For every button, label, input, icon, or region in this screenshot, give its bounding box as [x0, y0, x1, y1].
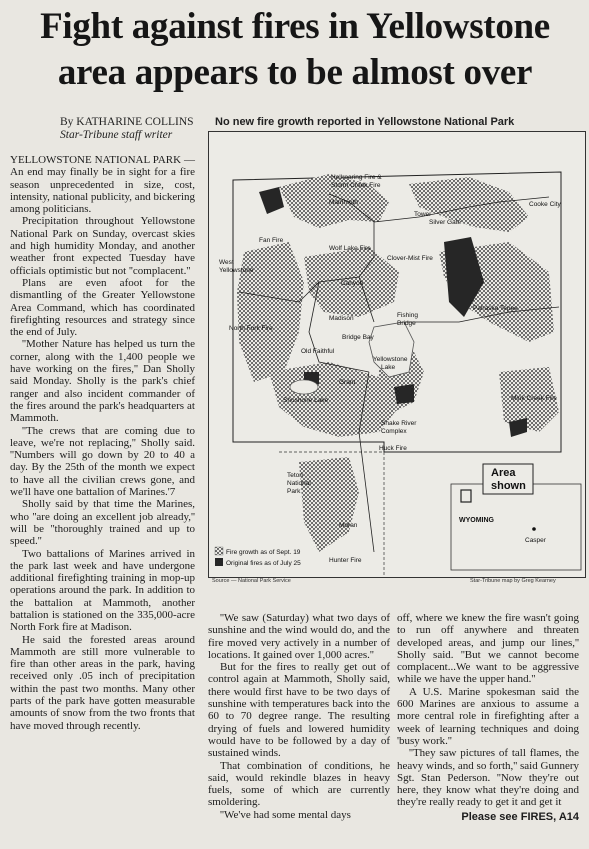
- paragraph: That combination of conditions, he said, would rekindle blazes in heavy fuels, some of which are currently smoldering.: [208, 759, 390, 809]
- label-moran: Moran: [339, 522, 358, 529]
- paragraph: He said the forested areas around Mammoth are still more vulnerable to fire than other areas in the park, having received only .05 inch of precipitation within the past two months. Many other parts of the park have gotten measurable amounts of snow from the two fronts that have moved through recently.: [10, 633, 195, 732]
- paragraph: A U.S. Marine spokesman said the 600 Marines are anxious to assume a more central role in firefighting after a week of learning techniques and doing 'busy work.'': [397, 685, 579, 747]
- byline-author: By KATHARINE COLLINS: [60, 116, 194, 128]
- label-hunter: Hunter Fire: [329, 557, 362, 564]
- headline: Fight against fires in Yellowstone area appears to be almost over: [40, 6, 550, 93]
- paragraph: Precipitation throughout Yellowstone National Park on Sunday, overcast skies and high humidity Monday, and another weather front expected Tuesday have officials optimistic but not ''complacent.'': [10, 215, 195, 277]
- label-hellroaring: Hellroaring Fire &: [331, 174, 382, 181]
- label-area-2: shown: [491, 480, 526, 492]
- paragraph: ''Mother Nature has helped us turn the corner, along with the 1,400 people we have working on the fires,'' Dan Sholly said Monday. Sholly is the park's chief ranger and also incident commander of the fires around the park's headquarters at Mammoth.: [10, 338, 195, 425]
- label-madison: Madison: [329, 315, 354, 322]
- label-teton-2: National: [287, 480, 311, 487]
- casper-dot: [532, 527, 536, 531]
- map-credit: Star-Tribune map by Greg Kearney: [470, 578, 556, 584]
- label-teton-3: Park: [287, 488, 301, 495]
- label-fan-fire: Fan Fire: [259, 237, 284, 244]
- label-snake-1: Snake River: [381, 420, 417, 427]
- original-fire: [394, 384, 414, 404]
- label-canyon: Canyon: [341, 280, 364, 287]
- paragraph: Sholly said by that time the Marines, who ''are doing an excellent job already,'' will be ''thoroughly trained and up to speed.'': [10, 498, 195, 548]
- label-huck: Huck Fire: [379, 445, 407, 452]
- label-fishing-2: Bridge: [397, 320, 416, 327]
- label-lake-2: Lake: [381, 364, 396, 371]
- original-fire: [259, 187, 284, 214]
- shoshone-lake: [290, 380, 318, 394]
- label-west-1: West: [219, 259, 234, 266]
- fire-map: [208, 131, 586, 578]
- label-north-fork: North Fork Fire: [229, 325, 273, 332]
- legend-original-swatch: [215, 558, 223, 566]
- paragraph: ''The crews that are coming due to leave, we're not replacing,'' Sholly said. ''Numbers will go down by 20 to 40 a day. By the 25th of the month we expect to have all the civilian crews gone, and we'll have one battalion of Marines.'7: [10, 424, 195, 499]
- label-wolf-lake: Wolf Lake Fire: [329, 245, 371, 252]
- paragraph: But for the fires to really get out of control again at Mammoth, Sholly said, there would first have to be two days of sunshine with temperatures back into the 60 to 70 degree range. The resulting drying of fuels and lowered humidity would have to be followed by a day of sustained winds.: [208, 661, 390, 760]
- label-fishing-1: Fishing: [397, 312, 418, 319]
- paragraph: YELLOWSTONE NATIONAL PARK — An end may finally be in sight for a fire season unprecedented in size, cost, intensity, national publicity, and bickering among politicians.: [10, 154, 195, 216]
- label-old-faithful: Old Faithful: [301, 348, 335, 355]
- label-silver-gate: Silver Gate: [429, 219, 462, 226]
- label-lake-1: Yellowstone: [373, 356, 408, 363]
- continuation-link[interactable]: Please see FIRES, A14: [461, 810, 579, 823]
- byline: [60, 116, 200, 142]
- map-graphic: [209, 132, 585, 577]
- burn-area-west: [237, 242, 304, 382]
- label-tower: Tower: [414, 211, 432, 218]
- burn-area-teton: [299, 457, 359, 552]
- label-mammoth: Mammoth: [329, 199, 358, 206]
- label-grant: Grant: [339, 379, 356, 386]
- map-title: No new fire growth reported in Yellowstone National Park: [215, 116, 515, 128]
- label-cooke-city: Cooke City: [529, 201, 561, 208]
- byline-title: Star-Tribune staff writer: [60, 129, 173, 141]
- label-teton-1: Teton: [287, 472, 303, 479]
- label-clover-mist: Clover-Mist Fire: [387, 255, 433, 262]
- paragraph: Two battalions of Marines arrived in the park last week and have undergone additional firefighting training in mop-up operations around the park. In addition to the battalion at Mammoth, another battalion is stationed on the 335,000-acre North Fork fire at Madison.: [10, 547, 195, 634]
- article-column-3: [397, 612, 579, 823]
- paragraph: off, where we knew the fire wasn't going to run off anywhere and threaten developed areas, and jump our lines,'' Sholly said. ''But we cannot become complacent...We want to be aggressive while we have the upper hand.'': [397, 612, 579, 686]
- label-storm-creek: Storm Creek Fire: [331, 182, 381, 189]
- label-west-2: Yellowstone: [219, 267, 254, 274]
- label-casper: Casper: [525, 537, 546, 544]
- label-snake-2: Complex: [381, 428, 407, 435]
- label-pahaska: Pahaska Tepee: [473, 305, 518, 312]
- legend-growth-label: Fire growth as of Sept. 19: [226, 549, 301, 556]
- label-mink-creek: Mink Creek Fire: [511, 395, 557, 402]
- article-column-2: [208, 612, 390, 821]
- burn-area-northeast: [409, 177, 529, 232]
- paragraph: ''They saw pictures of tall flames, the heavy winds, and so forth,'' said Gunnery Sgt. Stan Pederson. ''Now they're out here, they know what they're doing and they're really ready to get it and get it: [397, 747, 579, 809]
- paragraph: Plans are even afoot for the dismantling of the Greater Yellowstone Area Command, which has coordinated firefighting resources and strategy since the end of July.: [10, 276, 195, 339]
- label-shoshone: Shoshone Lake: [283, 397, 329, 404]
- legend-growth-swatch: [215, 547, 223, 555]
- article-column-1: [10, 154, 195, 732]
- source-credit: Source — National Park Service: [212, 578, 291, 584]
- paragraph: ''We saw (Saturday) what two days of sunshine and the wind would do, and the fire moved very actively in a number of locations. It gained over 1,000 acres.'': [208, 612, 390, 661]
- label-wyoming: WYOMING: [459, 517, 494, 524]
- label-area-1: Area: [491, 467, 516, 479]
- legend-original-label: Original fires as of July 25: [226, 560, 301, 567]
- paragraph: ''We've had some mental days: [220, 808, 351, 821]
- label-bridge-bay: Bridge Bay: [342, 334, 374, 341]
